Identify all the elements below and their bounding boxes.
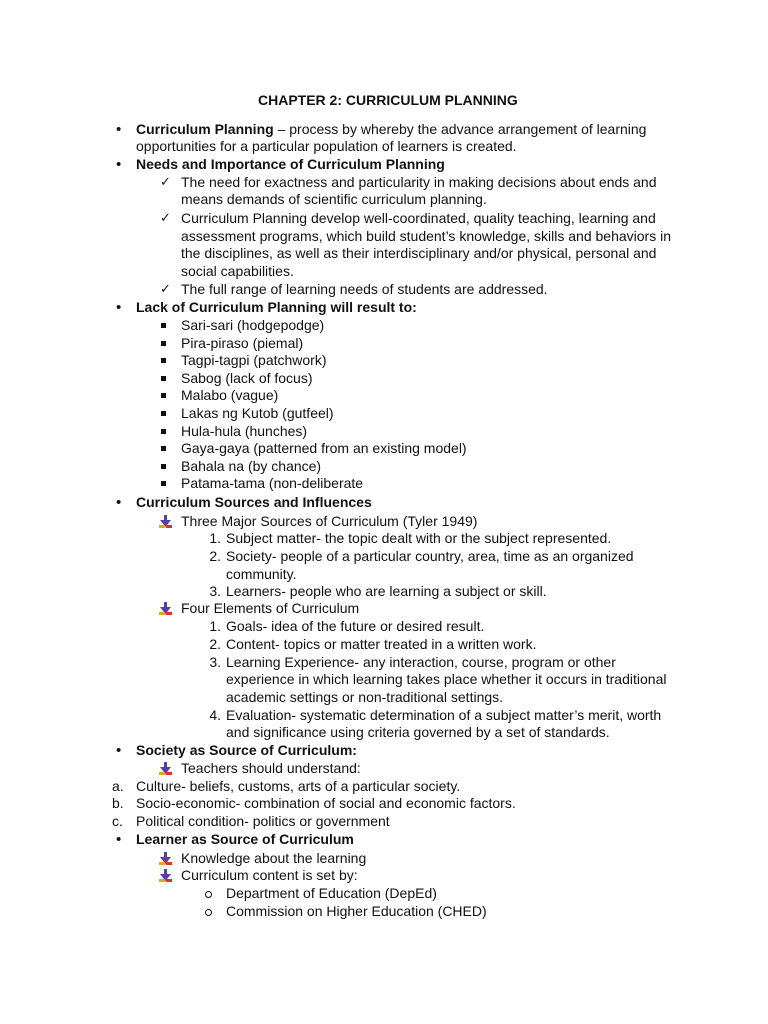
check-item-text: The full range of learning needs of students are addressed. [181,281,548,297]
circle-bullet-icon [205,909,212,916]
bullet-dot-icon: • [116,156,122,173]
colored-arrow-bullet-icon [159,602,172,615]
sub-heading-four-elements: Four Elements of Curriculum [181,600,360,616]
definition-line-2: opportunities for a particular population of learners is created. [136,138,517,154]
colored-arrow-bullet-icon [159,762,172,775]
square-bullet-icon [161,393,166,398]
numbered-item-text: academic settings or non-traditional settings. [226,689,504,705]
number-marker: 1. [209,618,221,634]
numbered-item-text: Content- topics or matter treated in a written work. [226,636,537,652]
sub-heading-three-sources: Three Major Sources of Curriculum (Tyler 1949) [181,513,478,529]
list-item: Sari-sari (hodgepodge) [181,317,325,333]
definition-line-1 [136,121,646,138]
section-heading-needs: Needs and Importance of Curriculum Planning [136,156,445,172]
square-bullet-icon [161,446,166,451]
square-bullet-icon [161,429,166,434]
numbered-item-text: Learning Experience- any interaction, course, program or other [226,654,616,670]
numbered-item-text: Subject matter- the topic dealt with or the subject represented. [226,530,612,546]
list-item: Malabo (vague) [181,387,279,403]
colored-arrow-bullet-icon [159,515,172,528]
square-bullet-icon [161,341,166,346]
term-curriculum-planning: Curriculum Planning [136,121,274,137]
lettered-item-text: Political condition- politics or government [136,813,390,829]
numbered-item-text: Goals- idea of the future or desired result. [226,618,485,634]
lettered-item-text: Socio-economic- combination of social and economic factors. [136,795,516,811]
list-item: Hula-hula (hunches) [181,423,308,439]
number-marker: 3. [209,654,221,670]
number-marker: 1. [209,530,221,546]
numbered-item-text: Society- people of a particular country, area, time as an organized [226,548,634,564]
check-item-text: Curriculum Planning develop well-coordinated, quality teaching, learning and [181,210,656,226]
letter-marker: c. [112,813,123,829]
check-item-text: social capabilities. [181,263,294,279]
check-item-text: assessment programs, which build student’s knowledge, skills and behaviors in [181,228,671,244]
numbered-item-text: and significance using criteria governed by a set of standards. [226,724,610,740]
checkmark-icon: ✓ [160,175,171,190]
bullet-dot-icon: • [116,831,122,848]
numbered-item-text: community. [226,566,297,582]
list-item: Pira-piraso (piemal) [181,335,304,351]
bullet-dot-icon: • [116,121,122,138]
number-marker: 2. [209,548,221,564]
number-marker: 4. [209,707,221,723]
section-heading-sources: Curriculum Sources and Influences [136,494,372,510]
letter-marker: b. [112,795,124,811]
section-heading-society: Society as Source of Curriculum: [136,742,357,758]
lettered-item-text: Culture- beliefs, customs, arts of a particular society. [136,778,461,794]
check-item-text: the disciplines, as well as their interdisciplinary and/or physical, personal and [181,245,657,261]
page-title: CHAPTER 2: CURRICULUM PLANNING [258,92,518,108]
list-item: Tagpi-tagpi (patchwork) [181,352,327,368]
checkmark-icon: ✓ [160,282,171,297]
square-bullet-icon [161,323,166,328]
numbered-item-text: Learners- people who are learning a subject or skill. [226,583,547,599]
number-marker: 3. [209,583,221,599]
list-item: Sabog (lack of focus) [181,370,313,386]
circle-item-text: Commission on Higher Education (CHED) [226,903,487,919]
list-item: Lakas ng Kutob (gutfeel) [181,405,334,421]
list-item: Patama-tama (non-deliberate [181,475,364,491]
numbered-item-text: experience in which learning takes place whether it occurs in traditional [226,671,667,687]
numbered-item-text: Evaluation- systematic determination of a subject matter’s merit, worth [226,707,662,723]
circle-bullet-icon [205,891,212,898]
bullet-dot-icon: • [116,742,122,759]
section-heading-lack: Lack of Curriculum Planning will result to: [136,299,417,315]
check-item-text: The need for exactness and particularity in making decisions about ends and [181,174,657,190]
circle-item-text: Department of Education (DepEd) [226,885,437,901]
colored-arrow-bullet-icon [159,852,172,865]
square-bullet-icon [161,464,166,469]
sub-item-text: Knowledge about the learning [181,850,367,866]
list-item: Gaya-gaya (patterned from an existing model) [181,440,467,456]
square-bullet-icon [161,376,166,381]
number-marker: 2. [209,636,221,652]
square-bullet-icon [161,411,166,416]
section-heading-learner: Learner as Source of Curriculum [136,831,354,847]
bullet-dot-icon: • [116,299,122,316]
sub-heading-teachers: Teachers should understand: [181,760,361,776]
square-bullet-icon [161,358,166,363]
bullet-dot-icon: • [116,494,122,511]
definition-text: – process by whereby the advance arrangement of learning [273,121,647,137]
letter-marker: a. [112,778,124,794]
square-bullet-icon [161,481,166,486]
check-item-text: means demands of scientific curriculum planning. [181,191,487,207]
sub-item-text: Curriculum content is set by: [181,867,358,883]
list-item: Bahala na (by chance) [181,458,322,474]
checkmark-icon: ✓ [160,211,171,226]
colored-arrow-bullet-icon [159,869,172,882]
